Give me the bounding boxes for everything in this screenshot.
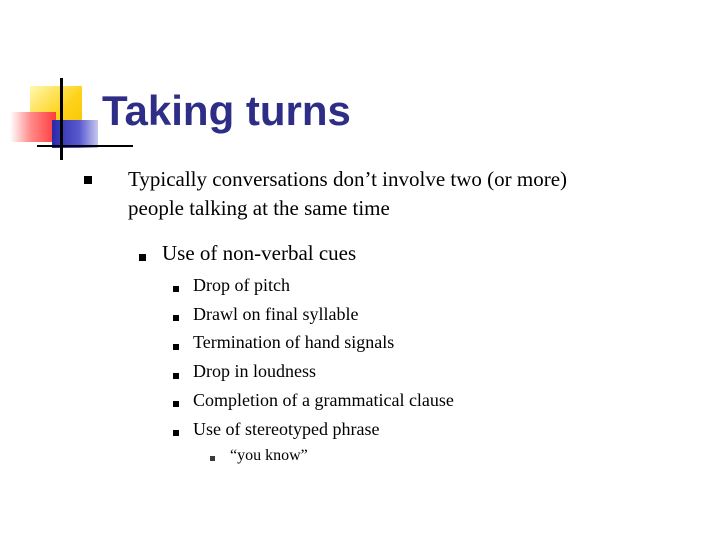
example-phrase: “you know”: [230, 447, 308, 464]
bullet-level3-icon: [173, 315, 179, 321]
cue-item: Use of stereotyped phrase: [193, 419, 380, 439]
slide-title: Taking turns: [102, 87, 351, 134]
cue-item: Termination of hand signals: [193, 332, 395, 352]
bullet-level1-icon: [84, 176, 92, 184]
title-decoration-red-bar: [10, 112, 56, 142]
bullet-level4-icon: [210, 456, 215, 461]
bullet-level3-icon: [173, 430, 179, 436]
bullet-level3-icon: [173, 286, 179, 292]
cue-item: Completion of a grammatical clause: [193, 390, 454, 410]
bullet-level3-icon: [173, 344, 179, 350]
title-decoration-vertical-line: [60, 78, 63, 160]
cue-item: Drop in loudness: [193, 361, 316, 381]
sub-point: Use of non-verbal cues: [162, 241, 357, 265]
bullet-level2-icon: [139, 254, 146, 261]
cue-item: Drawl on final syllable: [193, 304, 359, 324]
title-decoration-blue-bar: [52, 120, 98, 148]
bullet-level3-icon: [173, 401, 179, 407]
bullet-level3-icon: [173, 373, 179, 379]
main-point-line2: people talking at the same time: [128, 196, 390, 220]
main-point-line1: Typically conversations don’t involve two (or more): [128, 167, 568, 191]
title-decoration-horizontal-line: [37, 145, 133, 147]
cue-item: Drop of pitch: [193, 275, 290, 295]
